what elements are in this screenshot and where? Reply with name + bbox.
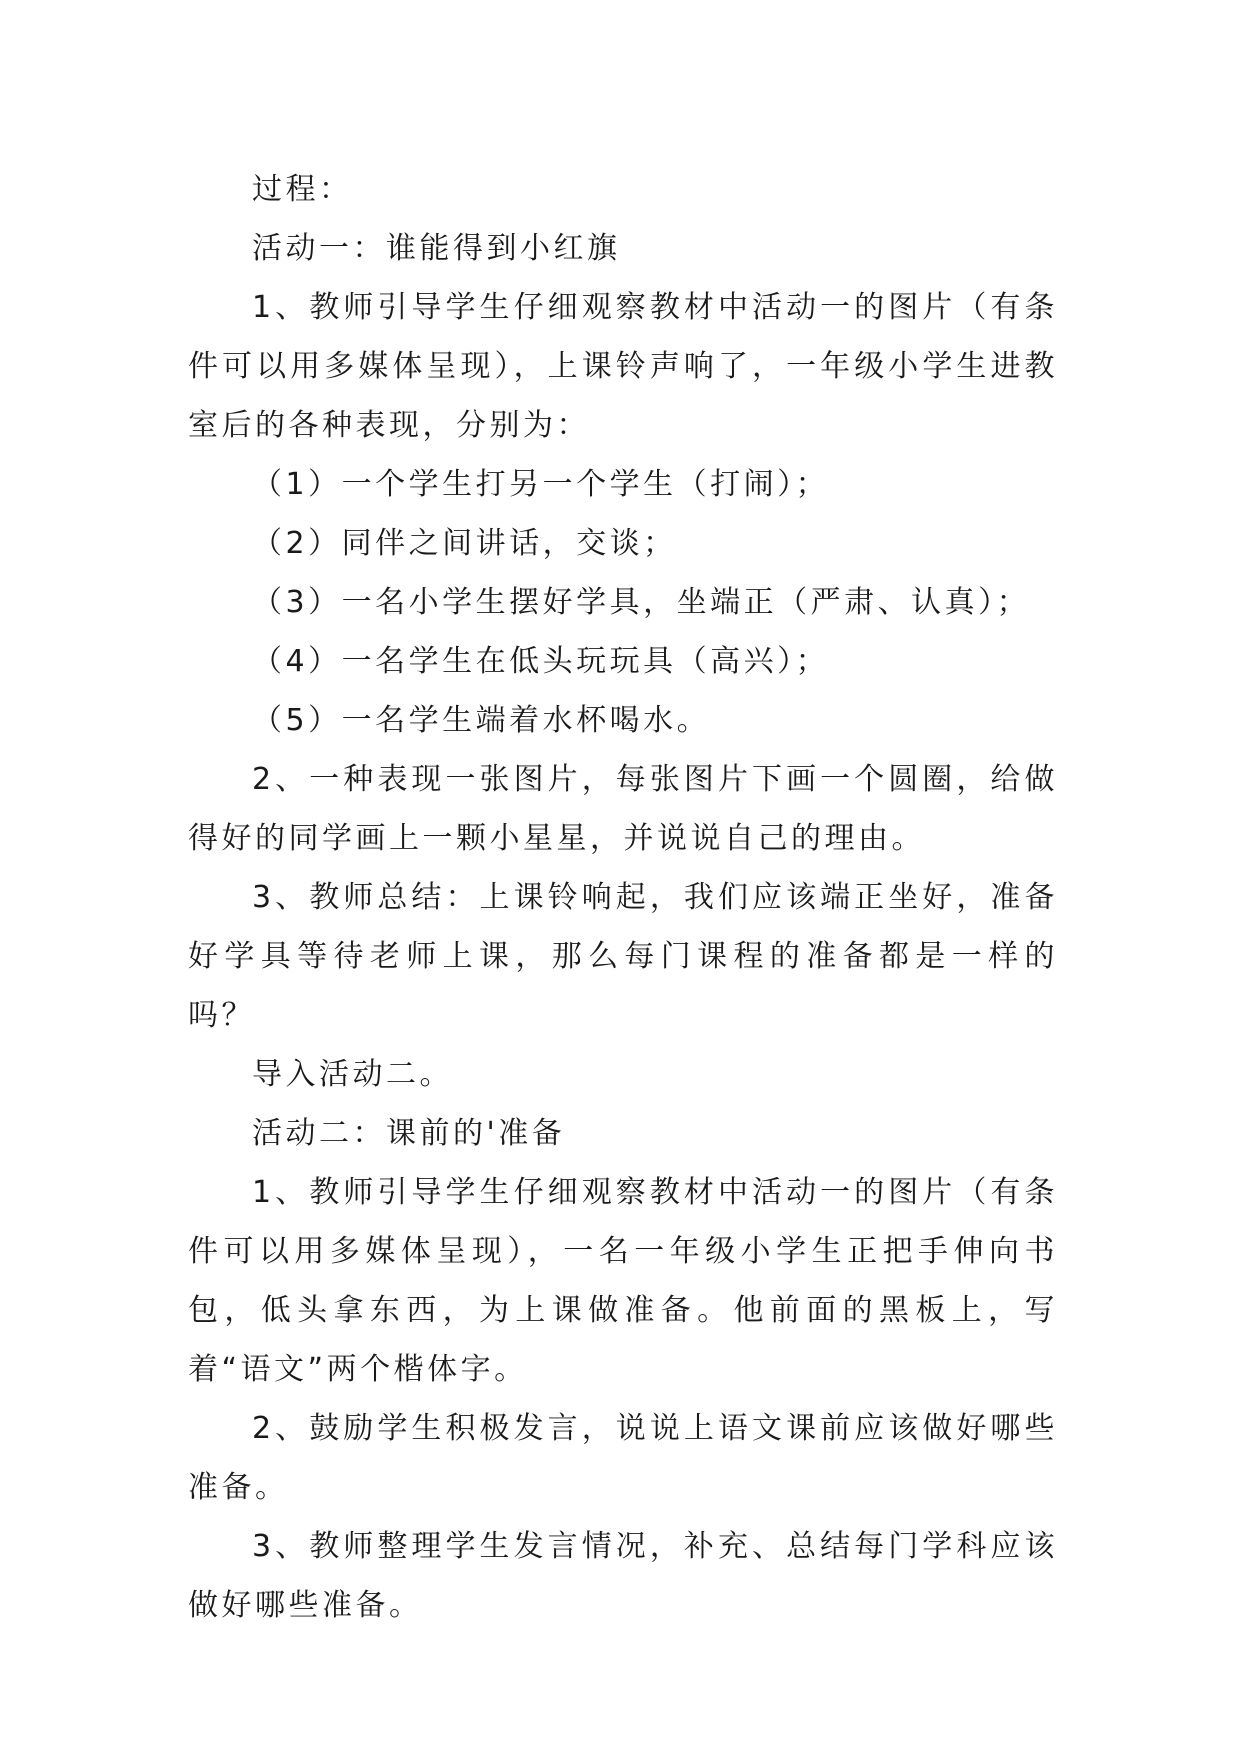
activity-two-step-1: 1、教师引导学生仔细观察教材中活动一的图片（有条件可以用多媒体呈现），一名一年级小学生正把手伸向书包，低头拿东西，为上课做准备。他前面的黑板上，写着“语文”两个楷体字。 xyxy=(188,1175,1058,1387)
behavior-item-5: （5）一名学生端着水杯喝水。 xyxy=(252,703,711,738)
activity-one-step-3: 3、教师总结：上课铃响起，我们应该端正坐好，准备好学具等待老师上课，那么每门课程的准备都是一样的吗？ xyxy=(188,880,1058,1033)
activity-two-heading: 活动二：课前的'准备 xyxy=(252,1116,566,1151)
behavior-item-2: （2）同伴之间讲话，交谈； xyxy=(252,526,677,561)
transition-to-activity-two: 导入活动二。 xyxy=(252,1057,453,1092)
activity-one-step-1: 1、教师引导学生仔细观察教材中活动一的图片（有条件可以用多媒体呈现），上课铃声响了，一年级小学生进教室后的各种表现，分别为： xyxy=(188,290,1058,443)
behavior-item-3: （3）一名小学生摆好学具，坐端正（严肃、认真）； xyxy=(252,585,1031,620)
behavior-item-1: （1）一个学生打另一个学生（打闹）； xyxy=(252,467,830,502)
activity-two-step-3: 3、教师整理学生发言情况，补充、总结每门学科应该做好哪些准备。 xyxy=(188,1529,1058,1623)
activity-one-heading: 活动一：谁能得到小红旗 xyxy=(252,231,621,266)
activity-two-step-2: 2、鼓励学生积极发言，说说上语文课前应该做好哪些准备。 xyxy=(188,1411,1058,1505)
behavior-item-4: （4）一名学生在低头玩玩具（高兴）； xyxy=(252,644,830,679)
activity-one-step-2: 2、一种表现一张图片，每张图片下画一个圆圈，给做得好的同学画上一颗小星星，并说说自己的理由。 xyxy=(188,762,1058,856)
section-label-process: 过程： xyxy=(252,172,353,207)
document-body xyxy=(188,160,1058,1635)
